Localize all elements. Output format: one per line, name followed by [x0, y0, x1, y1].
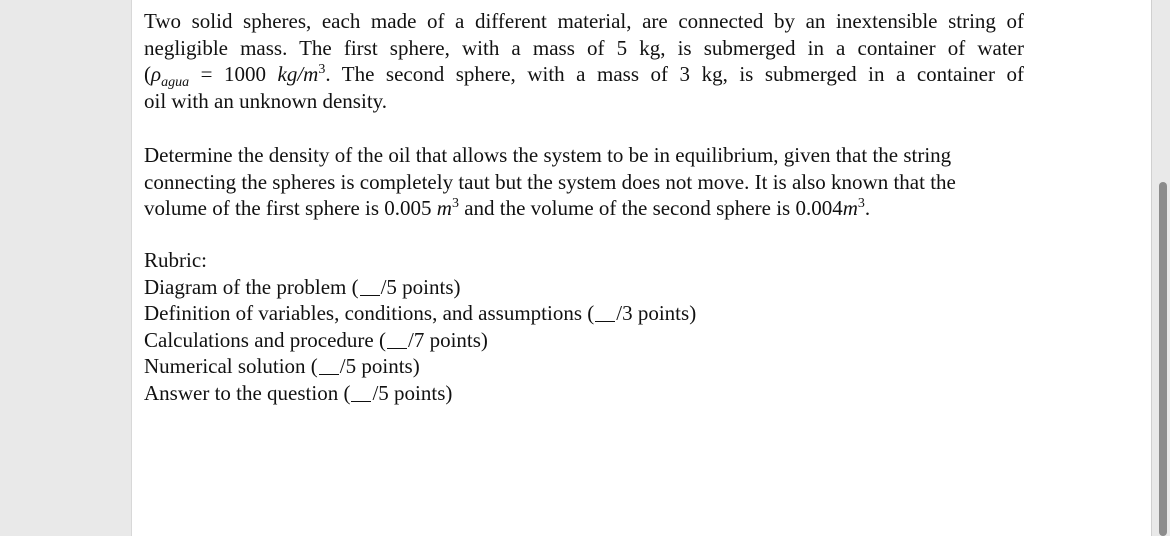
rubric-item-label: Definition of variables, conditions, and assumptions ( — [144, 301, 595, 325]
text-fragment: volume of the first sphere is 0.005 — [144, 196, 437, 220]
text-fragment: . The second sphere, with a mass of 3 kg, is submerged in a container of — [325, 62, 1024, 86]
rubric-item-points: /5 points) — [380, 274, 461, 299]
rubric-title: Rubric: — [144, 248, 207, 272]
problem-paragraph-2 — [144, 142, 1024, 222]
rubric-item-label: Calculations and procedure ( — [144, 327, 386, 352]
rubric-item-label: Diagram of the problem ( — [144, 274, 359, 299]
text-line: oil with an unknown density. — [144, 88, 388, 113]
rubric-item — [144, 380, 1024, 407]
rubric-item-points: /5 points) — [339, 354, 420, 378]
text-line: Two solid spheres, each made of a different material, are connected by an inextensible string of — [144, 9, 1024, 33]
rubric-item — [144, 353, 1024, 380]
rubric-item-points: /5 points) — [372, 380, 453, 405]
text-line: negligible mass. The first sphere, with a mass of 5 kg, is submerged in a container of water — [144, 35, 1024, 60]
rubric-item-label: Answer to the question ( — [144, 380, 351, 405]
score-blank — [360, 294, 380, 296]
left-margin — [0, 0, 132, 536]
rubric-item — [144, 327, 1024, 354]
rubric-section — [144, 247, 1024, 406]
rubric-item-points: /3 points) — [616, 301, 697, 325]
text-fragment: . — [864, 196, 871, 220]
score-blank — [319, 373, 339, 375]
rubric-item-points: /7 points) — [408, 327, 488, 352]
text-line: Determine the density of the oil that allows the system to be in equilibrium, given that the string — [144, 143, 952, 167]
text-fragment: ( — [144, 62, 151, 86]
rubric-item — [144, 274, 1024, 301]
unit-exponent: 3 — [318, 62, 326, 77]
rubric-item-label: Numerical solution ( — [144, 354, 318, 378]
rho-subscript: agua — [161, 75, 190, 91]
problem-paragraph-1 — [144, 8, 1024, 114]
scrollbar-thumb[interactable] — [1159, 182, 1167, 536]
score-blank — [595, 320, 615, 322]
unit-kg: kg — [277, 62, 298, 86]
score-blank — [387, 347, 407, 349]
volume-2-exponent: 3 — [857, 196, 865, 211]
volume-1-unit: m — [436, 196, 452, 220]
score-blank — [351, 400, 371, 402]
volume-2-unit: m — [842, 196, 858, 220]
document-page — [132, 0, 1152, 536]
scrollbar-track[interactable] — [1151, 0, 1170, 536]
text-fragment: and the volume of the second sphere is 0.004 — [458, 196, 843, 220]
rho-symbol: ρ — [151, 62, 162, 86]
volume-1-exponent: 3 — [451, 196, 459, 211]
text-fragment: = 1000 — [189, 62, 278, 86]
rubric-item — [144, 300, 1024, 327]
text-line-volumes — [144, 195, 1024, 222]
text-line-density — [144, 61, 1024, 91]
unit-m: /m — [297, 62, 319, 86]
text-line: connecting the spheres is completely taut but the system does not move. It is also known that the — [144, 169, 956, 194]
